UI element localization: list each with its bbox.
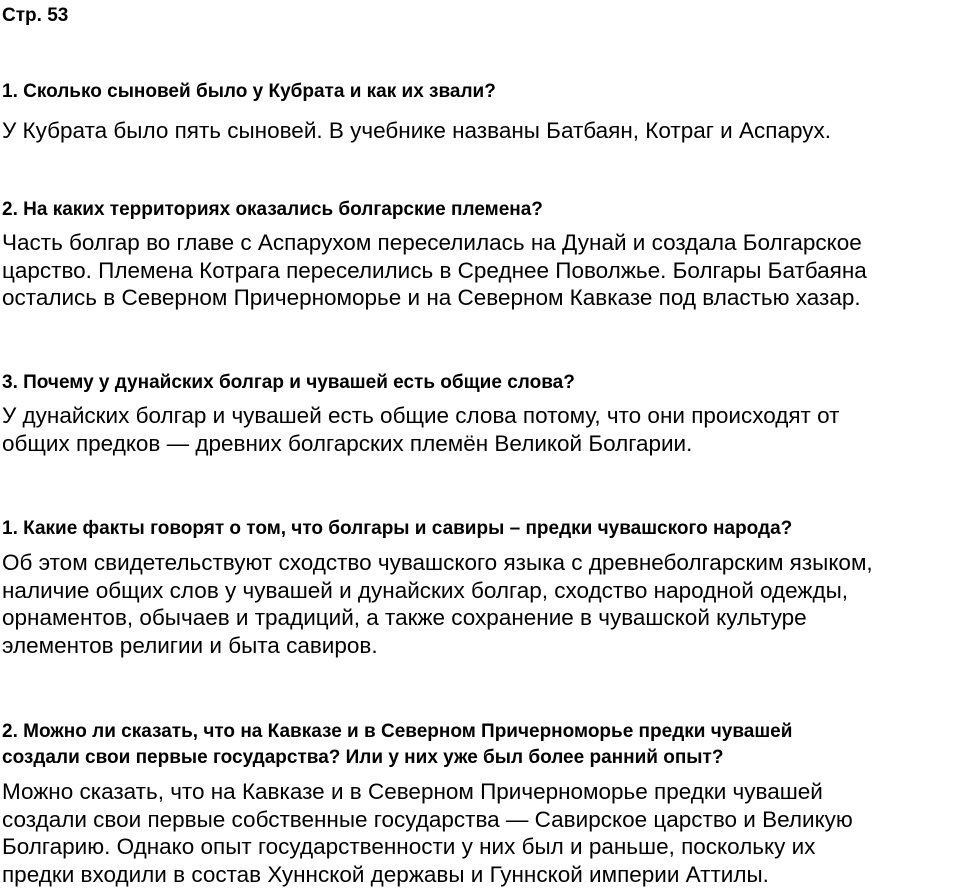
answer-line: У дунайских болгар и чувашей есть общие слова потому, что они происходят от bbox=[2, 403, 840, 428]
answer-3 bbox=[2, 402, 959, 457]
question-2 bbox=[2, 197, 959, 223]
qa-block-5 bbox=[2, 719, 959, 888]
question-5 bbox=[2, 719, 959, 771]
answer-line: предки входили в состав Хуннской державы и Гуннской империи Аттилы. bbox=[2, 861, 769, 887]
answer-line: остались в Северном Причерноморье и на Северном Кавказе под властью хазар. bbox=[2, 285, 861, 310]
question-line: создали свои первые государства? Или у них уже был более ранний опыт? bbox=[2, 747, 724, 768]
question-line: 1. Сколько сыновей было у Кубрата и как их звали? bbox=[2, 81, 496, 102]
answer-line: Часть болгар во главе с Аспарухом переселилась на Дунай и создала Болгарское bbox=[2, 230, 862, 255]
qa-block-3 bbox=[2, 370, 959, 457]
question-3 bbox=[2, 370, 959, 396]
answer-4 bbox=[2, 549, 959, 659]
question-line: 3. Почему у дунайских болгар и чувашей есть общие слова? bbox=[2, 372, 575, 393]
answer-line: У Кубрата было пять сыновей. В учебнике названы Батбаян, Котраг и Аспарух. bbox=[2, 118, 831, 143]
page-label: Стр. 53 bbox=[2, 5, 69, 26]
qa-block-1 bbox=[2, 79, 959, 145]
answer-line: Болгарию. Однако опыт государственности у них был и раньше, поскольку их bbox=[2, 834, 816, 859]
answer-line: общих предков — древних болгарских племён Великой Болгарии. bbox=[2, 430, 693, 456]
answer-5 bbox=[2, 778, 959, 888]
question-line: 2. Можно ли сказать, что на Кавказе и в Северном Причерноморье предки чувашей bbox=[2, 721, 793, 742]
question-1 bbox=[2, 79, 959, 105]
answer-line: создали свои первые собственные государства — Савирское царство и Великую bbox=[2, 806, 853, 832]
answer-1 bbox=[2, 117, 959, 145]
question-line: 1. Какие факты говорят о том, что болгары и савиры – предки чувашского народа? bbox=[2, 518, 793, 539]
qa-block-2 bbox=[2, 197, 959, 312]
answer-line: орнаментов, обычаев и традиций, а также сохранение в чувашской культуре bbox=[2, 605, 807, 630]
answer-line: наличие общих слов у чувашей и дунайских болгар, сходство народной одежды, bbox=[2, 577, 849, 603]
answer-line: Об этом свидетельствуют сходство чувашского языка с древнеболгарским языком, bbox=[2, 550, 873, 575]
answer-line: царство. Племена Котрага переселились в Среднее Поволжье. Болгары Батбаяна bbox=[2, 257, 867, 283]
answer-line: Можно сказать, что на Кавказе и в Северном Причерноморье предки чувашей bbox=[2, 779, 823, 804]
question-line: 2. На каких территориях оказались болгарские племена? bbox=[2, 199, 543, 220]
qa-block-4 bbox=[2, 516, 959, 659]
question-4 bbox=[2, 516, 959, 542]
answer-line: элементов религии и быта савиров. bbox=[2, 632, 378, 658]
answer-2 bbox=[2, 229, 959, 312]
